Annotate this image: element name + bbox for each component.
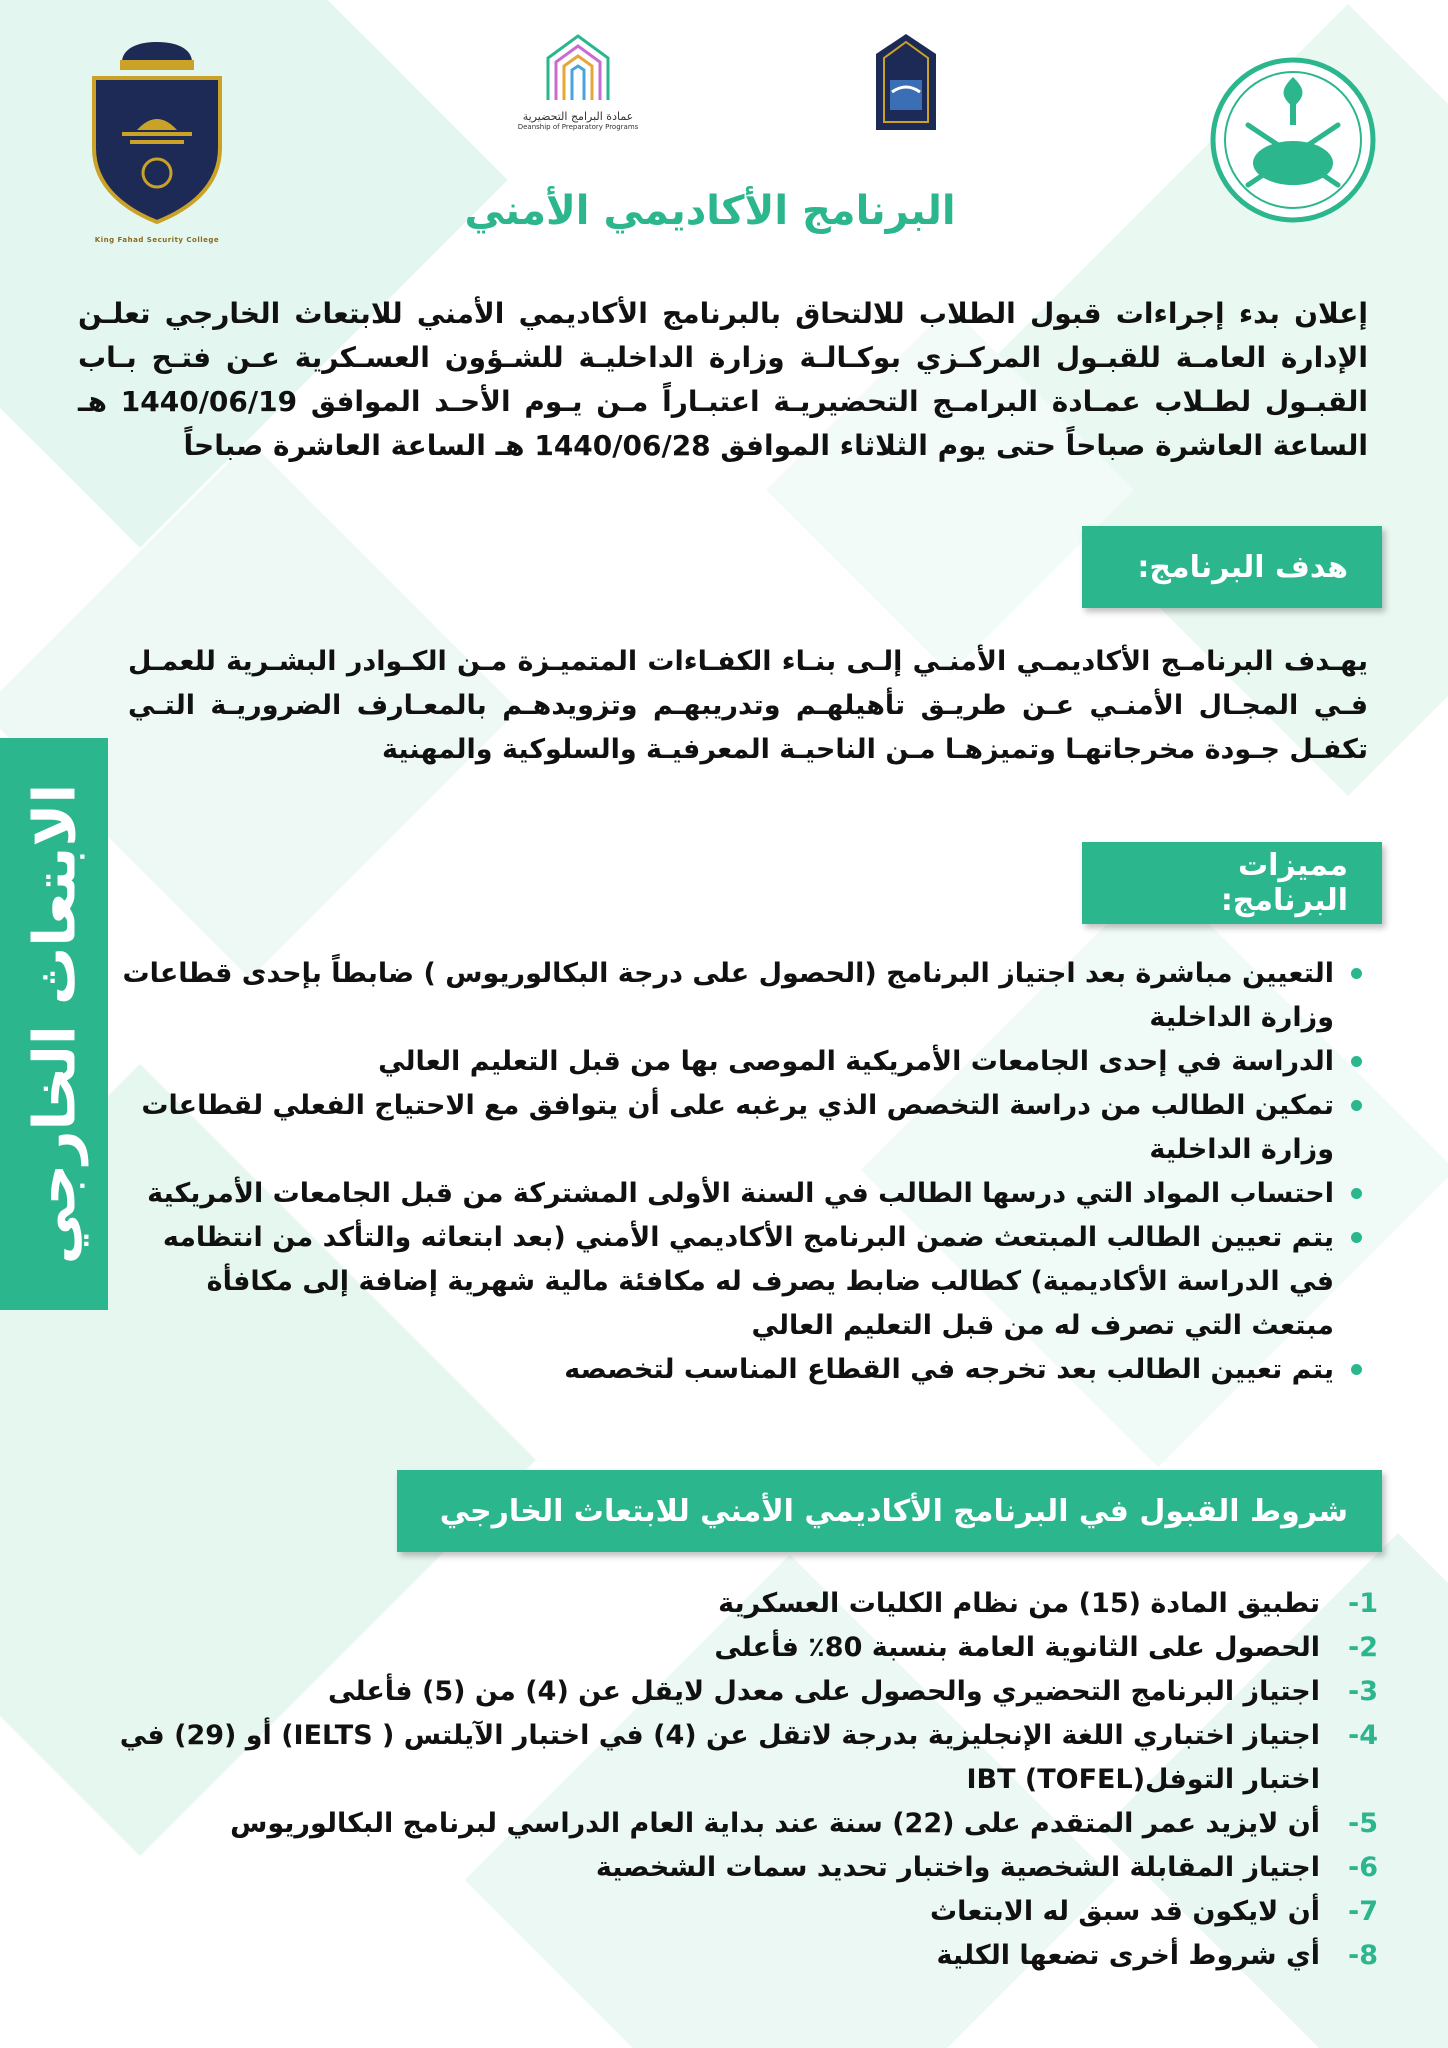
announcement-paragraph: إعلان بدء إجراءات قبول الطلاب للالتحاق بالبرنامج الأكاديمي الأمني للابتعاث الخارجي تعلـن الإدارة العامـة للقبـول المركـزي بوكـالـة وزارة الداخليـة للشـؤون العسـكرية عـن فتـح بـاب القبـول لطـلاب عمـادة البرامـج التحضيريـة اعتبـاراً مـن يـوم الأحـد الموافق 1440/06/19 هـ الساعة العاشرة صباحاً حتى يوم الثلاثاء الموافق 1440/06/28 هـ الساعة العاشرة صباحاً bbox=[78, 297, 1368, 462]
condition-item bbox=[118, 1582, 1378, 1626]
feature-text: يتم تعيين الطالب المبتعث ضمن البرنامج الأكاديمي الأمني (بعد ابتعاثه والتأكد من انتظامه في الدراسة الأكاديمية) كطالب ضابط يصرف له مكافئة مالية شهرية إضافة إلى مكافأة مبتعث التي تصرف له من قبل التعليم العالي bbox=[162, 1222, 1334, 1341]
feature-text: تمكين الطالب من دراسة التخصص الذي يرغبه على أن يتوافق مع الاحتياج الفعلي لقطاعات وزارة الداخلية bbox=[141, 1090, 1334, 1165]
condition-number: -2 bbox=[1348, 1632, 1378, 1663]
condition-text: أن لايزيد عمر المتقدم على (22) سنة عند بداية العام الدراسي لبرنامج البكالوريوس bbox=[230, 1808, 1320, 1839]
condition-item bbox=[118, 1846, 1378, 1890]
feature-item bbox=[118, 1084, 1368, 1172]
condition-item bbox=[118, 1670, 1378, 1714]
bullet-icon bbox=[1351, 1232, 1362, 1243]
feature-text: احتساب المواد التي درسها الطالب في السنة الأولى المشتركة من قبل الجامعات الأمريكية bbox=[147, 1178, 1334, 1209]
condition-number: -1 bbox=[1348, 1588, 1378, 1619]
college-name-en: King Fahad Security College bbox=[94, 236, 220, 244]
bullet-icon bbox=[1351, 1188, 1362, 1199]
feature-text: الدراسة في إحدى الجامعات الأمريكية الموصى بها من قبل التعليم العالي bbox=[378, 1046, 1334, 1077]
feature-item bbox=[118, 1348, 1368, 1392]
features-heading bbox=[1082, 842, 1382, 924]
deanship-logo bbox=[508, 30, 648, 140]
condition-item bbox=[118, 1714, 1378, 1802]
bullet-icon bbox=[1351, 1056, 1362, 1067]
condition-text: تطبيق المادة (15) من نظام الكليات العسكرية bbox=[718, 1588, 1320, 1619]
condition-item bbox=[118, 1802, 1378, 1846]
condition-text: اجتياز المقابلة الشخصية واختبار تحديد سمات الشخصية bbox=[595, 1852, 1320, 1883]
imam-university-icon bbox=[872, 32, 940, 132]
feature-text: يتم تعيين الطالب بعد تخرجه في القطاع المناسب لتخصصه bbox=[564, 1354, 1334, 1385]
feature-item bbox=[118, 952, 1368, 1040]
bullet-icon bbox=[1351, 968, 1362, 979]
condition-text: اجتياز البرنامج التحضيري والحصول على معدل لايقل عن (4) من (5) فأعلى bbox=[328, 1676, 1320, 1707]
features-heading-label: مميزات البرنامج: bbox=[1220, 848, 1348, 918]
condition-number: -5 bbox=[1348, 1808, 1378, 1839]
conditions-heading bbox=[397, 1470, 1382, 1552]
condition-number: -7 bbox=[1348, 1896, 1378, 1927]
feature-item bbox=[118, 1172, 1368, 1216]
page-title: البرنامج الأكاديمي الأمني bbox=[464, 188, 956, 234]
university-logo bbox=[872, 32, 940, 132]
ministry-logo bbox=[1208, 55, 1378, 225]
condition-number: -3 bbox=[1348, 1676, 1378, 1707]
deanship-house-icon bbox=[538, 30, 618, 102]
features-list bbox=[118, 952, 1368, 1392]
college-logo bbox=[82, 38, 232, 248]
bullet-icon bbox=[1351, 1364, 1362, 1375]
side-banner-label: الابتعاث الخارجي bbox=[20, 783, 88, 1265]
bullet-icon bbox=[1351, 1100, 1362, 1111]
goal-heading bbox=[1082, 526, 1382, 608]
condition-number: -4 bbox=[1348, 1720, 1378, 1751]
feature-item bbox=[118, 1040, 1368, 1084]
conditions-list bbox=[118, 1582, 1378, 1978]
condition-item bbox=[118, 1890, 1378, 1934]
deanship-name-ar: عمادة البرامج التحضيرية bbox=[522, 110, 634, 123]
side-banner bbox=[0, 738, 108, 1310]
condition-text: أن لايكون قد سبق له الابتعاث bbox=[930, 1896, 1320, 1927]
saudi-emblem-icon bbox=[1208, 55, 1378, 225]
feature-text: التعيين مباشرة بعد اجتياز البرنامج (الحصول على درجة البكالوريوس ) ضابطاً بإحدى قطاعات وزارة الداخلية bbox=[122, 958, 1334, 1033]
condition-item bbox=[118, 1934, 1378, 1978]
condition-number: -8 bbox=[1348, 1940, 1378, 1971]
college-shield-icon bbox=[82, 38, 232, 228]
condition-text: اجتياز اختباري اللغة الإنجليزية بدرجة لاتقل عن (4) في اختبار الآيلتس ( IELTS) أو (29) في اختبار التوفل(IBT (TOFEL bbox=[119, 1720, 1320, 1795]
conditions-heading-label: شروط القبول في البرنامج الأكاديمي الأمني للابتعاث الخارجي bbox=[439, 1493, 1348, 1529]
deanship-name-en: Deanship of Preparatory Programs bbox=[517, 123, 639, 131]
condition-text: أي شروط أخرى تضعها الكلية bbox=[936, 1940, 1320, 1971]
goal-heading-label: هدف البرنامج: bbox=[1137, 549, 1348, 585]
feature-item bbox=[118, 1216, 1368, 1348]
condition-number: -6 bbox=[1348, 1852, 1378, 1883]
goal-paragraph: يهـدف البرنامـج الأكاديمـي الأمنـي إلـى بنـاء الكفـاءات المتميـزة مـن الكـوادر البشـرية للعمـل فـي المجـال الأمنـي عـن طريـق تأهيلهـم وتدريبهـم وتزويدهـم بالمعـارف الضروريـة التـي تكفـل جـودة مخرجاتهـا وتميزهـا مـن الناحيـة المعرفيـة والسلوكية والمهنية bbox=[128, 646, 1368, 765]
condition-item bbox=[118, 1626, 1378, 1670]
condition-text: الحصول على الثانوية العامة بنسبة 80٪ فأعلى bbox=[714, 1632, 1320, 1663]
